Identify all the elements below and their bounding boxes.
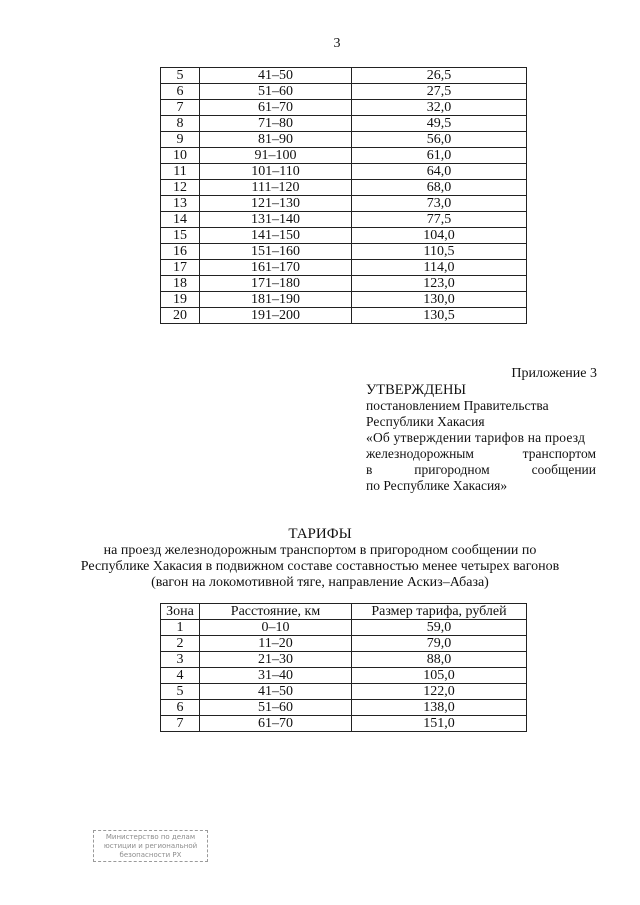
header-distance: Расстояние, км (200, 604, 352, 620)
zone-cell: 7 (161, 716, 200, 732)
tariff-cell: 77,5 (352, 212, 527, 228)
distance-cell: 51–60 (200, 84, 352, 100)
table-row (161, 620, 527, 636)
table-row (161, 700, 527, 716)
tariff-cell: 27,5 (352, 84, 527, 100)
table-row (161, 668, 527, 684)
distance-cell: 181–190 (200, 292, 352, 308)
table-row (161, 132, 527, 148)
approval-line (366, 446, 596, 462)
distance-cell: 41–50 (200, 684, 352, 700)
table-row (161, 196, 527, 212)
tariff-table-continued (160, 67, 527, 324)
table-row (161, 68, 527, 84)
distance-cell: 141–150 (200, 228, 352, 244)
zone-cell: 11 (161, 164, 200, 180)
approval-word: транспортом (522, 446, 596, 461)
tariff-title: ТАРИФЫ (288, 526, 352, 542)
zone-cell: 16 (161, 244, 200, 260)
tariff-cell: 61,0 (352, 148, 527, 164)
tariff-table-askiz-abaza-body (161, 620, 527, 732)
tariff-cell: 122,0 (352, 684, 527, 700)
stamp-line: безопасности РХ (119, 851, 182, 859)
table-row (161, 116, 527, 132)
tariff-subtitle-line: на проезд железнодорожным транспортом в пригородном сообщении по (103, 543, 537, 558)
tariff-subtitle-line: (вагон на локомотивной тяге, направление Аскиз–Абаза) (151, 575, 489, 590)
zone-cell: 17 (161, 260, 200, 276)
page-number: 3 (333, 36, 341, 51)
distance-cell: 131–140 (200, 212, 352, 228)
table-row (161, 212, 527, 228)
distance-cell: 151–160 (200, 244, 352, 260)
table-row (161, 244, 527, 260)
zone-cell: 6 (161, 84, 200, 100)
approval-word: пригородном (414, 462, 490, 477)
table-row (161, 148, 527, 164)
tariff-subtitle-line: Республике Хакасия в подвижном составе составностью менее четырех вагонов (80, 559, 560, 574)
approval-line: постановлением Правительства (366, 398, 549, 413)
stamp-line: юстиции и региональной (103, 842, 198, 850)
zone-cell: 3 (161, 652, 200, 668)
approval-line (366, 462, 596, 478)
table-row (161, 164, 527, 180)
table-row (161, 100, 527, 116)
distance-cell: 171–180 (200, 276, 352, 292)
tariff-cell: 130,5 (352, 308, 527, 324)
tariff-cell: 104,0 (352, 228, 527, 244)
distance-cell: 31–40 (200, 668, 352, 684)
distance-cell: 81–90 (200, 132, 352, 148)
distance-cell: 71–80 (200, 116, 352, 132)
tariff-cell: 114,0 (352, 260, 527, 276)
tariff-table-header (161, 604, 527, 620)
zone-cell: 12 (161, 180, 200, 196)
tariff-cell: 138,0 (352, 700, 527, 716)
tariff-table-continued-body (161, 68, 527, 324)
zone-cell: 2 (161, 636, 200, 652)
table-row (161, 180, 527, 196)
zone-cell: 15 (161, 228, 200, 244)
zone-cell: 10 (161, 148, 200, 164)
table-row (161, 276, 527, 292)
zone-cell: 5 (161, 68, 200, 84)
tariff-cell: 59,0 (352, 620, 527, 636)
zone-cell: 5 (161, 684, 200, 700)
tariff-cell: 49,5 (352, 116, 527, 132)
distance-cell: 61–70 (200, 716, 352, 732)
zone-cell: 19 (161, 292, 200, 308)
distance-cell: 111–120 (200, 180, 352, 196)
distance-cell: 121–130 (200, 196, 352, 212)
header-zone: Зона (161, 604, 200, 620)
table-row (161, 716, 527, 732)
zone-cell: 18 (161, 276, 200, 292)
approval-line: Республики Хакасия (366, 414, 485, 429)
distance-cell: 161–170 (200, 260, 352, 276)
header-row (161, 604, 527, 620)
zone-cell: 9 (161, 132, 200, 148)
tariff-cell: 79,0 (352, 636, 527, 652)
zone-cell: 8 (161, 116, 200, 132)
approval-text: «Об утверждении тарифов на проезд (366, 430, 586, 445)
approval-block (366, 382, 596, 494)
zone-cell: 4 (161, 668, 200, 684)
tariff-cell: 88,0 (352, 652, 527, 668)
zone-cell: 14 (161, 212, 200, 228)
tariff-cell: 123,0 (352, 276, 527, 292)
zone-cell: 6 (161, 700, 200, 716)
table-row (161, 308, 527, 324)
header-tariff: Размер тарифа, рублей (352, 604, 527, 620)
tariff-heading (0, 526, 640, 591)
distance-cell: 101–110 (200, 164, 352, 180)
tariff-cell: 110,5 (352, 244, 527, 260)
table-row (161, 228, 527, 244)
table-row (161, 652, 527, 668)
tariff-cell: 105,0 (352, 668, 527, 684)
table-row (161, 684, 527, 700)
approval-line: по Республике Хакасия» (366, 478, 508, 493)
approval-word: сообщении (531, 462, 596, 477)
tariff-cell: 68,0 (352, 180, 527, 196)
distance-cell: 91–100 (200, 148, 352, 164)
tariff-cell: 64,0 (352, 164, 527, 180)
distance-cell: 0–10 (200, 620, 352, 636)
tariff-cell: 73,0 (352, 196, 527, 212)
zone-cell: 20 (161, 308, 200, 324)
table-row (161, 260, 527, 276)
distance-cell: 41–50 (200, 68, 352, 84)
tariff-cell: 26,5 (352, 68, 527, 84)
table-row (161, 84, 527, 100)
approval-word: в (366, 462, 373, 477)
tariff-cell: 56,0 (352, 132, 527, 148)
distance-cell: 21–30 (200, 652, 352, 668)
tariff-cell: 32,0 (352, 100, 527, 116)
tariff-cell: 151,0 (352, 716, 527, 732)
approval-line (366, 430, 596, 446)
stamp-line: Министерство по делам (105, 833, 196, 841)
zone-cell: 13 (161, 196, 200, 212)
tariff-table-askiz-abaza (160, 603, 527, 732)
table-row (161, 636, 527, 652)
distance-cell: 191–200 (200, 308, 352, 324)
tariff-cell: 130,0 (352, 292, 527, 308)
ministry-stamp (93, 830, 208, 862)
approved-title: УТВЕРЖДЕНЫ (366, 382, 467, 398)
distance-cell: 61–70 (200, 100, 352, 116)
zone-cell: 1 (161, 620, 200, 636)
table-row (161, 292, 527, 308)
distance-cell: 51–60 (200, 700, 352, 716)
appendix-label: Приложение 3 (511, 366, 597, 381)
distance-cell: 11–20 (200, 636, 352, 652)
zone-cell: 7 (161, 100, 200, 116)
approval-word: железнодорожным (366, 446, 474, 461)
